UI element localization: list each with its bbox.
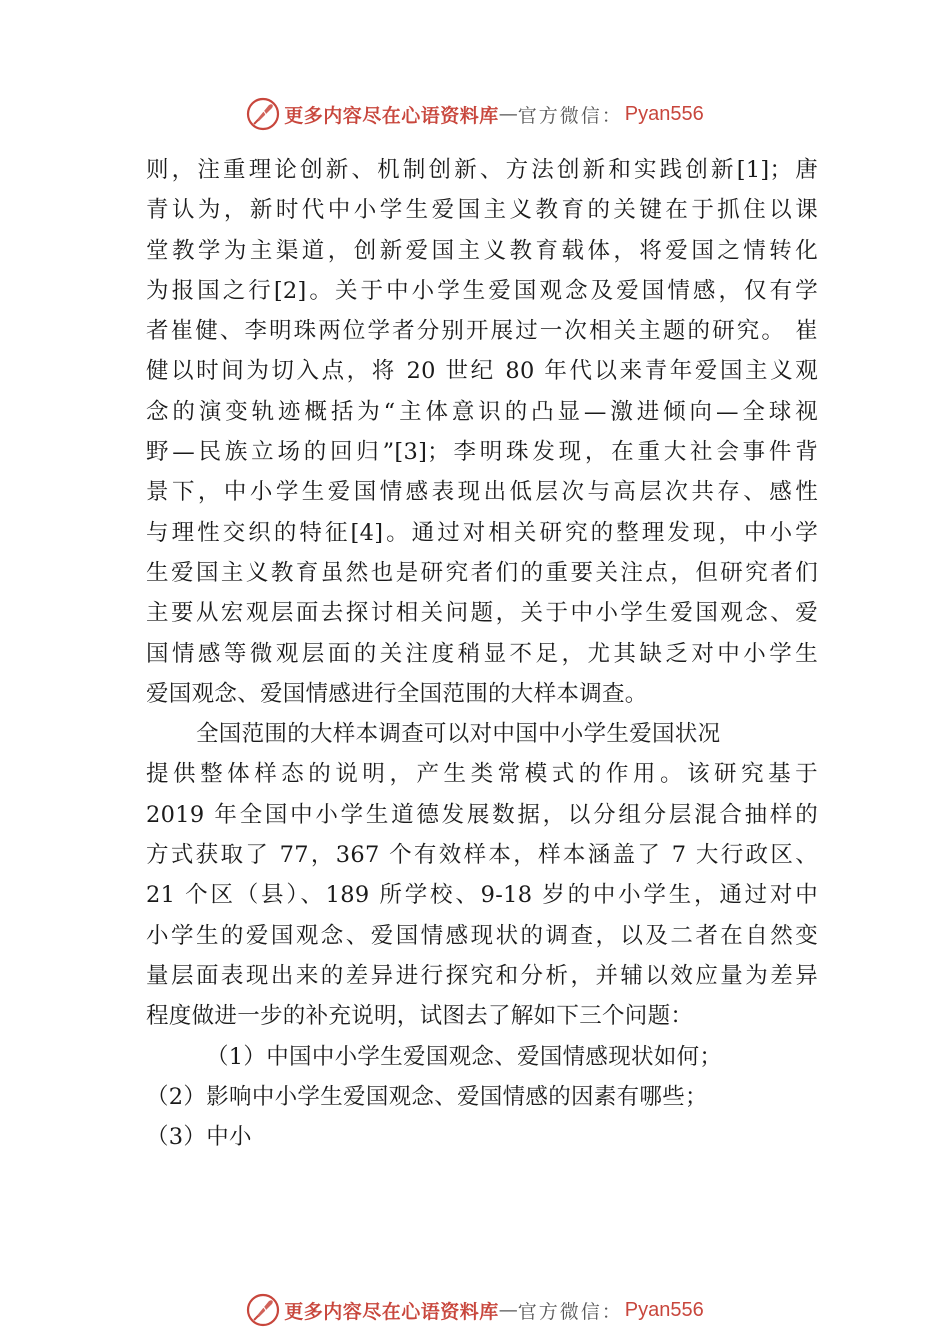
text-line: 为报国之行[2]。关于中小学生爱国观念及爱国情感，仅有学 <box>146 277 818 304</box>
text-line: 健以时间为切入点，将 20 世纪 80 年代以来青年爱国主义观 <box>146 358 818 385</box>
document-body <box>146 150 818 1157</box>
header-wechat-label: 官方微信 <box>517 104 602 127</box>
text-line: 青认为，新时代中小学生爱国主义教育的关键在于抓住以课 <box>146 197 818 224</box>
text-line: 者崔健、李明珠两位学者分别开展过一次相关主题的研究。 崔 <box>146 318 818 345</box>
text-line: 生爱国主义教育虽然也是研究者们的重要关注点，但研究者们 <box>146 559 818 586</box>
text-line: 21 个区（县）、189 所学校、9-18 岁的中小学生，通过对中 <box>146 882 818 909</box>
feather-pen-circle-icon <box>246 1293 280 1327</box>
text-line: 程度做进一步的补充说明，试图去了解如下三个问题： <box>146 1003 694 1030</box>
list-item: （1）中国中小学生爱国观念、爱国情感现状如何； <box>206 1043 723 1070</box>
text-line: 主要从宏观层面去探讨相关问题，关于中小学生爱国观念、爱 <box>146 600 818 627</box>
text-line: 量层面表现出来的差异进行探究和分析，并辅以效应量为差异 <box>146 962 818 989</box>
header-dash: — <box>498 103 518 125</box>
header-account: Pyan556 <box>624 102 704 125</box>
text-line: 则，注重理论创新、机制创新、方法创新和实践创新[1]；唐 <box>146 157 818 183</box>
text-line: 念的演变轨迹概括为“主体意识的凸显—激进倾向—全球视 <box>146 398 818 425</box>
text-line: 与理性交织的特征[4]。通过对相关研究的整理发现，中小学 <box>146 519 818 546</box>
header-watermark <box>0 94 950 134</box>
text-line: 2019 年全国中小学生道德发展数据，以分组分层混合抽样的 <box>146 801 818 828</box>
text-line: 景下，中小学生爱国情感表现出低层次与高层次共存、感性 <box>146 479 818 506</box>
text-line: 野—民族立场的回归”[3]；李明珠发现，在重大社会事件背 <box>146 439 818 466</box>
text-line: 方式获取了 77，367 个有效样本，样本涵盖了 7 大行政区、 <box>146 842 818 869</box>
list-item: （3）中小 <box>146 1124 252 1151</box>
feather-pen-circle-icon <box>246 97 280 131</box>
footer-account: Pyan556 <box>624 1298 704 1321</box>
text-line: 堂教学为主渠道，创新爱国主义教育载体，将爱国之情转化 <box>146 237 818 264</box>
header-brand: 更多内容尽在心语资料库 <box>284 104 499 127</box>
footer-wechat-label: 官方微信 <box>517 1300 602 1323</box>
footer-brand: 更多内容尽在心语资料库 <box>284 1300 499 1323</box>
text-line: 全国范围的大样本调查可以对中国中小学生爱国状况 <box>196 721 721 748</box>
text-line: 爱国观念、爱国情感进行全国范围的大样本调查。 <box>146 680 648 707</box>
text-line: 小学生的爱国观念、爱国情感现状的调查，以及二者在自然变 <box>146 922 818 949</box>
footer-separator: ： <box>601 1300 621 1323</box>
header-separator: ： <box>601 104 621 127</box>
footer-dash: — <box>498 1299 518 1321</box>
list-item: （2）影响中小学生爱国观念、爱国情感的因素有哪些； <box>146 1083 708 1110</box>
text-line: 提供整体样态的说明，产生类常模式的作用。该研究基于 <box>146 761 818 788</box>
text-line: 国情感等微观层面的关注度稍显不足，尤其缺乏对中小学生 <box>146 640 818 667</box>
footer-watermark <box>0 1290 950 1330</box>
